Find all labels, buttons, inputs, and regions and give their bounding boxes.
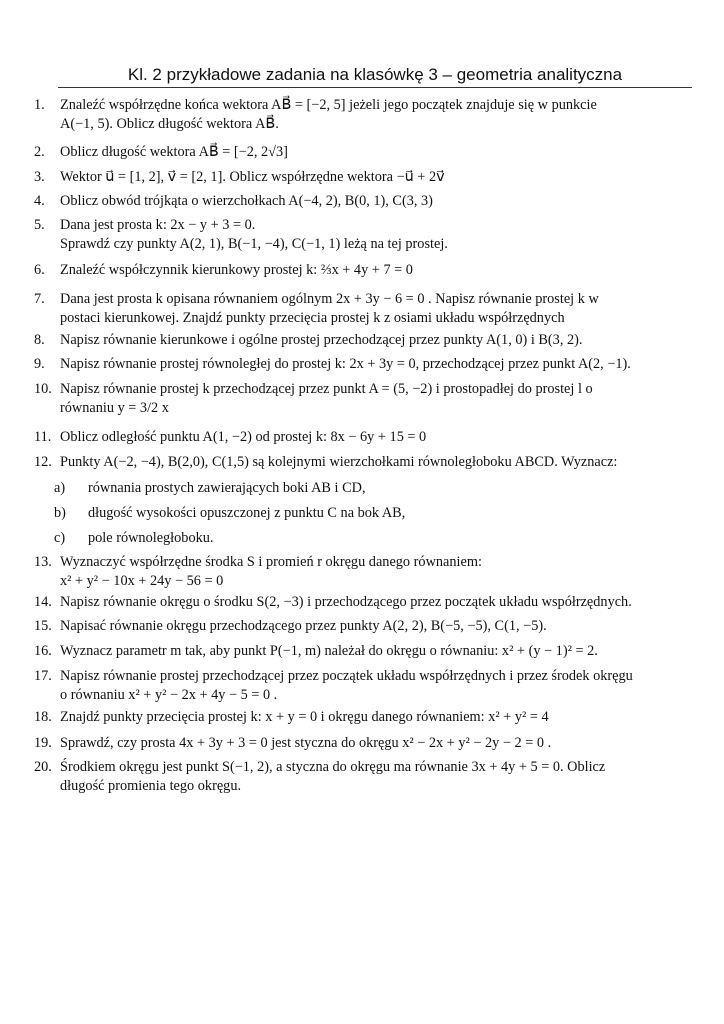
task-number: 7. bbox=[34, 291, 45, 307]
task-15 bbox=[34, 617, 700, 636]
title-rule bbox=[58, 87, 692, 88]
task-text-line: Napisać równanie okręgu przechodzącego przez punkty A(2, 2), B(−5, −5), C(1, −5). bbox=[60, 618, 547, 634]
task-text-line: Sprawdź czy punkty A(2, 1), B(−1, −4), C(−1, 1) leżą na tej prostej. bbox=[60, 236, 448, 252]
task-number: 14. bbox=[34, 594, 52, 610]
task-text-line: Dana jest prosta k: 2x − y + 3 = 0. bbox=[60, 217, 256, 233]
task-17 bbox=[34, 667, 700, 705]
task-text-line: Napisz równanie prostej k przechodzącej przez punkt A = (5, −2) i prostopadłej do prostej l o bbox=[60, 381, 593, 397]
task-number: 20. bbox=[34, 759, 52, 775]
task-text-line: Oblicz odległość punktu A(1, −2) od prostej k: 8x − 6y + 15 = 0 bbox=[60, 429, 427, 445]
task-5 bbox=[34, 216, 700, 254]
task-number: 10. bbox=[34, 381, 52, 397]
task-text-line: Napisz równanie okręgu o środku S(2, −3) i przechodzącego przez początek układu współrzędnych. bbox=[60, 594, 632, 610]
subtask-text: długość wysokości opuszczonej z punktu C na bok AB, bbox=[88, 505, 406, 521]
task-number: 6. bbox=[34, 262, 45, 278]
task-3 bbox=[34, 168, 700, 187]
task-text-line: Punkty A(−2, −4), B(2,0), C(1,5) są kolejnymi wierzchołkami równoległoboku ABCD. Wyznacz: bbox=[60, 454, 618, 470]
task-text-line: Wyznaczyć współrzędne środka S i promień r okręgu danego równaniem: bbox=[60, 554, 482, 570]
page-title: Kl. 2 przykładowe zadania na klasówkę 3 – geometria analityczna bbox=[127, 65, 623, 84]
task-number: 12. bbox=[34, 454, 52, 470]
task-20 bbox=[34, 758, 700, 796]
task-4 bbox=[34, 192, 700, 211]
task-number: 11. bbox=[34, 429, 52, 445]
task-text-line: Oblicz obwód trójkąta o wierzchołkach A(−4, 2), B(0, 1), C(3, 3) bbox=[60, 193, 433, 209]
task-11 bbox=[34, 428, 700, 447]
task-number: 18. bbox=[34, 709, 52, 725]
task-1 bbox=[34, 96, 700, 134]
task-13 bbox=[34, 553, 700, 591]
task-text-line: Znajdź punkty przecięcia prostej k: x + y = 0 i okręgu danego równaniem: x² + y² = 4 bbox=[60, 709, 549, 725]
task-7 bbox=[34, 290, 700, 328]
task-text-line: Wyznacz parametr m tak, aby punkt P(−1, m) należał do okręgu o równaniu: x² + (y − 1)² = 2. bbox=[60, 643, 598, 659]
task-text-line: Środkiem okręgu jest punkt S(−1, 2), a styczna do okręgu ma równanie 3x + 4y + 5 = 0. Oblicz bbox=[60, 759, 606, 775]
task-number: 4. bbox=[34, 193, 45, 209]
task-number: 16. bbox=[34, 643, 52, 659]
subtask-letter: a) bbox=[54, 480, 66, 496]
task-number: 3. bbox=[34, 169, 45, 185]
task-12 bbox=[34, 453, 700, 472]
task-6 bbox=[34, 261, 700, 280]
subtask-letter: b) bbox=[54, 505, 66, 521]
task-text-line: x² + y² − 10x + 24y − 56 = 0 bbox=[60, 573, 224, 589]
task-text-line: Napisz równanie prostej równoległej do prostej k: 2x + 3y = 0, przechodzącej przez punkt A(2, −1). bbox=[60, 356, 631, 372]
task-number: 19. bbox=[34, 735, 52, 751]
task-8 bbox=[34, 331, 700, 350]
task-text-line: Napisz równanie prostej przechodzącej przez początek układu współrzędnych i przez środek okręgu bbox=[60, 668, 633, 684]
task-text-line: Napisz równanie kierunkowe i ogólne prostej przechodzącej przez punkty A(1, 0) i B(3, 2). bbox=[60, 332, 583, 348]
task-number: 2. bbox=[34, 144, 45, 160]
task-number: 17. bbox=[34, 668, 52, 684]
task-18 bbox=[34, 708, 700, 727]
task-text-line: Oblicz długość wektora AB⃗ = [−2, 2√3] bbox=[60, 144, 288, 160]
task-text-line: długość promienia tego okręgu. bbox=[60, 778, 242, 794]
subtask-text: równania prostych zawierających boki AB i CD, bbox=[88, 480, 366, 496]
task-text-line: Wektor u⃗ = [1, 2], v⃗ = [2, 1]. Oblicz współrzędne wektora −u⃗ + 2v⃗ bbox=[60, 169, 445, 185]
task-text-line: Sprawdź, czy prosta 4x + 3y + 3 = 0 jest styczna do okręgu x² − 2x + y² − 2y − 2 = 0 . bbox=[60, 735, 552, 751]
task-19 bbox=[34, 734, 700, 753]
task-text-line: o równaniu x² + y² − 2x + 4y − 5 = 0 . bbox=[60, 687, 278, 703]
task-number: 5. bbox=[34, 217, 45, 233]
task-number: 1. bbox=[34, 97, 45, 113]
task-10 bbox=[34, 380, 700, 418]
subtask-letter: c) bbox=[54, 530, 66, 546]
task-text-line: równaniu y = 3/2 x bbox=[60, 400, 169, 416]
task-text-line: Znaleźć współczynnik kierunkowy prostej k: ⅔x + 4y + 7 = 0 bbox=[60, 262, 413, 278]
task-text-line: Znaleźć współrzędne końca wektora AB⃗ = [−2, 5] jeżeli jego początek znajduje się w punkcie bbox=[60, 97, 597, 113]
task-16 bbox=[34, 642, 700, 661]
task-number: 13. bbox=[34, 554, 52, 570]
task-2 bbox=[34, 143, 700, 162]
subtask-text: pole równoległoboku. bbox=[88, 530, 214, 546]
task-14 bbox=[34, 593, 700, 612]
task-number: 15. bbox=[34, 618, 52, 634]
task-number: 9. bbox=[34, 356, 45, 372]
task-9 bbox=[34, 355, 700, 374]
task-text-line: A(−1, 5). Oblicz długość wektora AB⃗. bbox=[60, 116, 279, 132]
task-text-line: Dana jest prosta k opisana równaniem ogólnym 2x + 3y − 6 = 0 . Napisz równanie prostej k w bbox=[60, 291, 599, 307]
task-number: 8. bbox=[34, 332, 45, 348]
task-text-line: postaci kierunkowej. Znajdź punkty przecięcia prostej k z osiami układu współrzędnych bbox=[60, 310, 565, 326]
